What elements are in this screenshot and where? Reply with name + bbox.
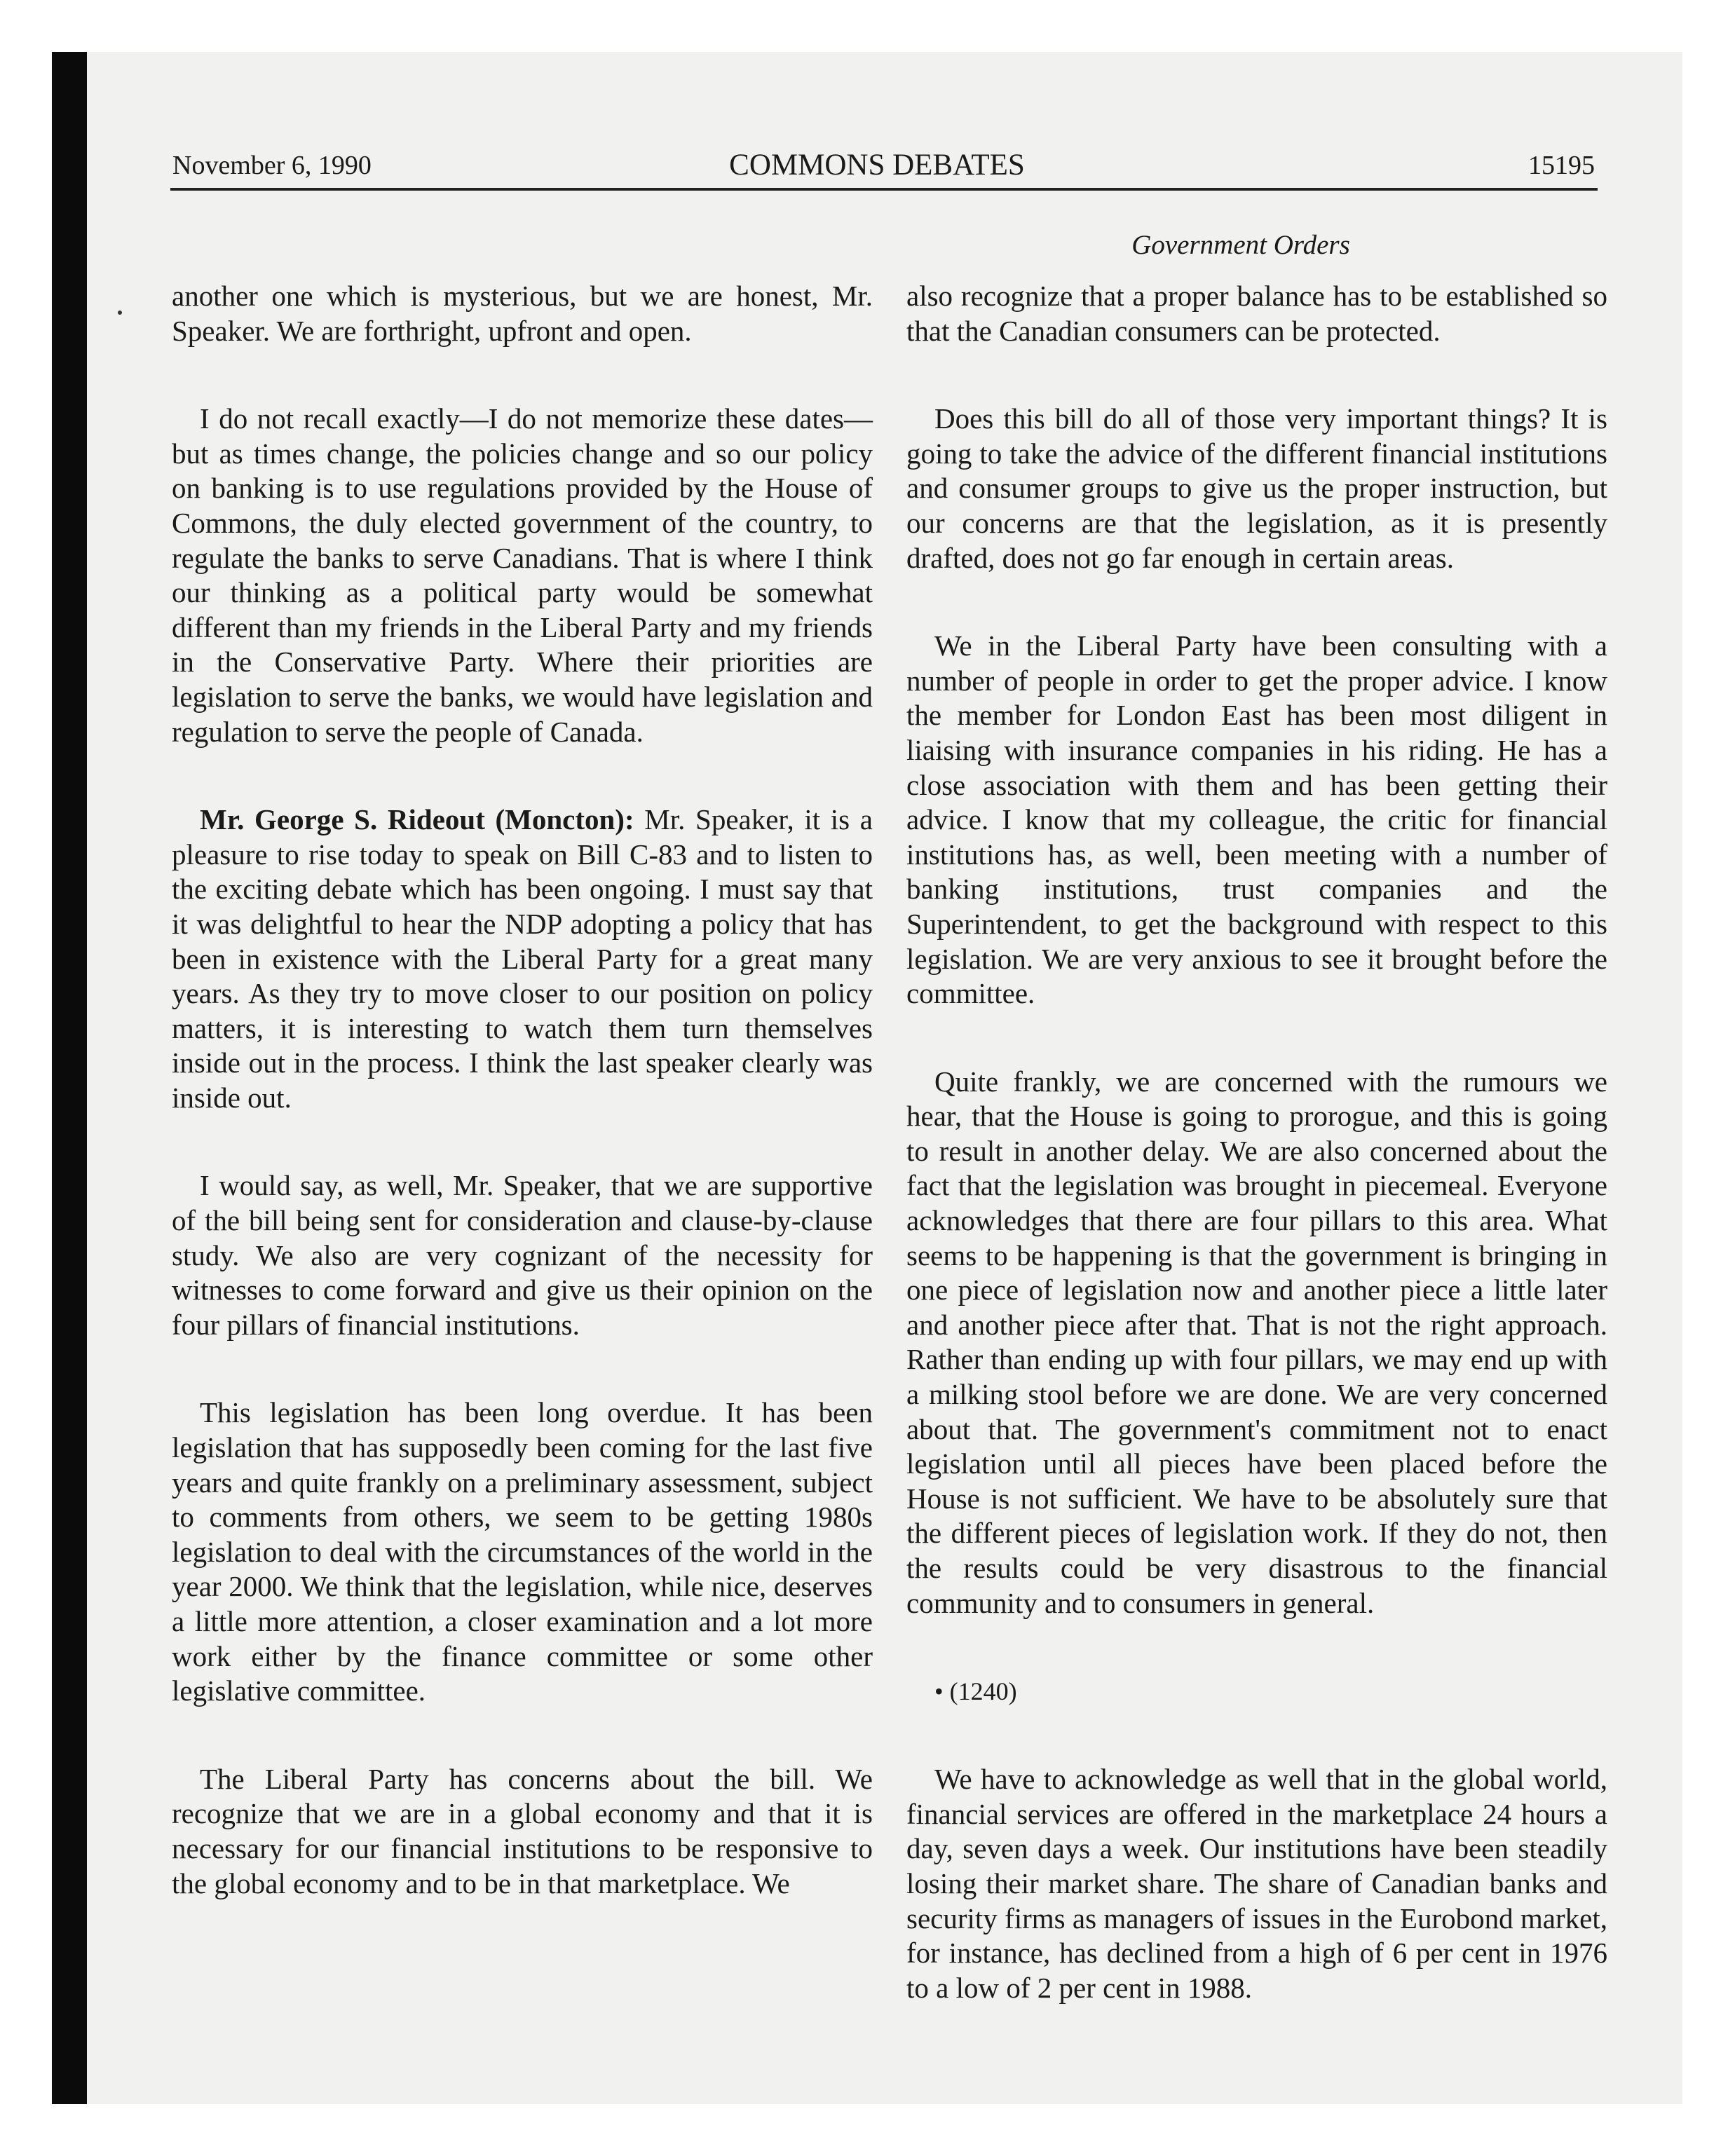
paragraph: We in the Liberal Party have been consulting with a number of people in order to get the proper advice. I know the member for London East has been most diligent in liaising with insurance companies in his riding. He has a close association with them and has been getting their advice. I know that my colleague, the critic for financial institutions has, as well, been meeting with a number of banking institutions, trust companies and the Superintendent, to get the background with respect to this legislation. We are very anxious to see it brought before the committee.	[906, 629, 1607, 1010]
binding-edge	[52, 52, 87, 2104]
header-date: November 6, 1990	[172, 151, 372, 180]
paragraph: I would say, as well, Mr. Speaker, that we are supportive of the bill being sent for consideration and clause-by-clause study. We also are very cognizant of the necessity for witnesses to come forward and give us their opinion on the four pillars of financial institutions.	[172, 1169, 873, 1341]
paragraph: We have to acknowledge as well that in the global world, financial services are offered in the marketplace 24 hours a day, seven days a week. Our institutions have been steadily losing their market share. The share of Canadian banks and security firms as managers of issues in the Eurobond market, for instance, has declined from a high of 6 per cent in 1976 to a low of 2 per cent in 1988.	[906, 1763, 1607, 2004]
header-rule	[170, 188, 1598, 191]
paragraph: Does this bill do all of those very important things? It is going to take the advice of the different financial institutions and consumer groups to give us the proper instruction, but our concerns are that the legislation, as it is presently drafted, does not go far enough in certain areas.	[906, 402, 1607, 574]
paragraph: The Liberal Party has concerns about the bill. We recognize that we are in a global economy and that it is necessary for our financial institutions to be responsive to the global economy and to be in that marketplace. We	[172, 1762, 873, 1899]
paragraph	[172, 803, 873, 1115]
section-title: Government Orders	[1131, 230, 1350, 260]
speaker-name: Mr. George S. Rideout (Moncton):	[200, 803, 634, 836]
paragraph: I do not recall exactly—I do not memorize these dates—but as times change, the policies change and so our policy on banking is to use regulations provided by the House of Commons, the duly elected government of the country, to regulate the banks to serve Canadians. That is where I think our thinking as a political party would be somewhat different than my friends in the Liberal Party and my friends in the Conservative Party. Where their priorities are legislation to serve the banks, we would have legislation and regulation to serve the people of Canada.	[172, 402, 873, 748]
paragraph: also recognize that a proper balance has to be established so that the Canadian consumers can be protected.	[906, 280, 1607, 347]
paragraph: Quite frankly, we are concerned with the rumours we hear, that the House is going to prorogue, and this is going to result in another delay. We are also concerned about the fact that the legislation was brought in piecemeal. Everyone acknowledges that there are four pillars to this area. What seems to be happening is that the government is bringing in one piece of legislation now and another piece a little later and another piece after that. That is not the right approach. Rather than ending up with four pillars, we may end up with a milking stool before we are done. We are very concerned about that. The government's commitment not to enact legislation until all pieces have been placed before the House is not sufficient. We have to be absolutely sure that the different pieces of legislation work. If they do not, then the results could be very disastrous to the financial community and to consumers in general.	[906, 1065, 1607, 1619]
margin-dot	[118, 311, 122, 315]
left-column	[172, 279, 873, 1954]
page-number: 15195	[1528, 151, 1595, 180]
paragraph: another one which is mysterious, but we are honest, Mr. Speaker. We are forthright, upfront and open.	[172, 280, 873, 347]
right-column	[906, 279, 1607, 2059]
timestamp: • (1240)	[934, 1677, 1017, 1706]
speech-text: Mr. Speaker, it is a pleasure to rise today to speak on Bill C-83 and to listen to the exciting debate which has been ongoing. I must say that it was delightful to hear the NDP adopting a policy that has been in existence with the Liberal Party for a great many years. As they try to move closer to our position on policy matters, it is interesting to watch them turn themselves inside out in the process. I think the last speaker clearly was inside out.	[172, 803, 873, 1114]
paragraph: This legislation has been long overdue. It has been legislation that has supposedly been coming for the last five years and quite frankly on a preliminary assessment, subject to comments from others, we seem to be getting 1980s legislation to deal with the circumstances of the world in the year 2000. We think that the legislation, while nice, deserves a little more attention, a closer examination and a lot more work either by the finance committee or some other legislative committee.	[172, 1396, 873, 1707]
header-title: COMMONS DEBATES	[729, 149, 1025, 182]
